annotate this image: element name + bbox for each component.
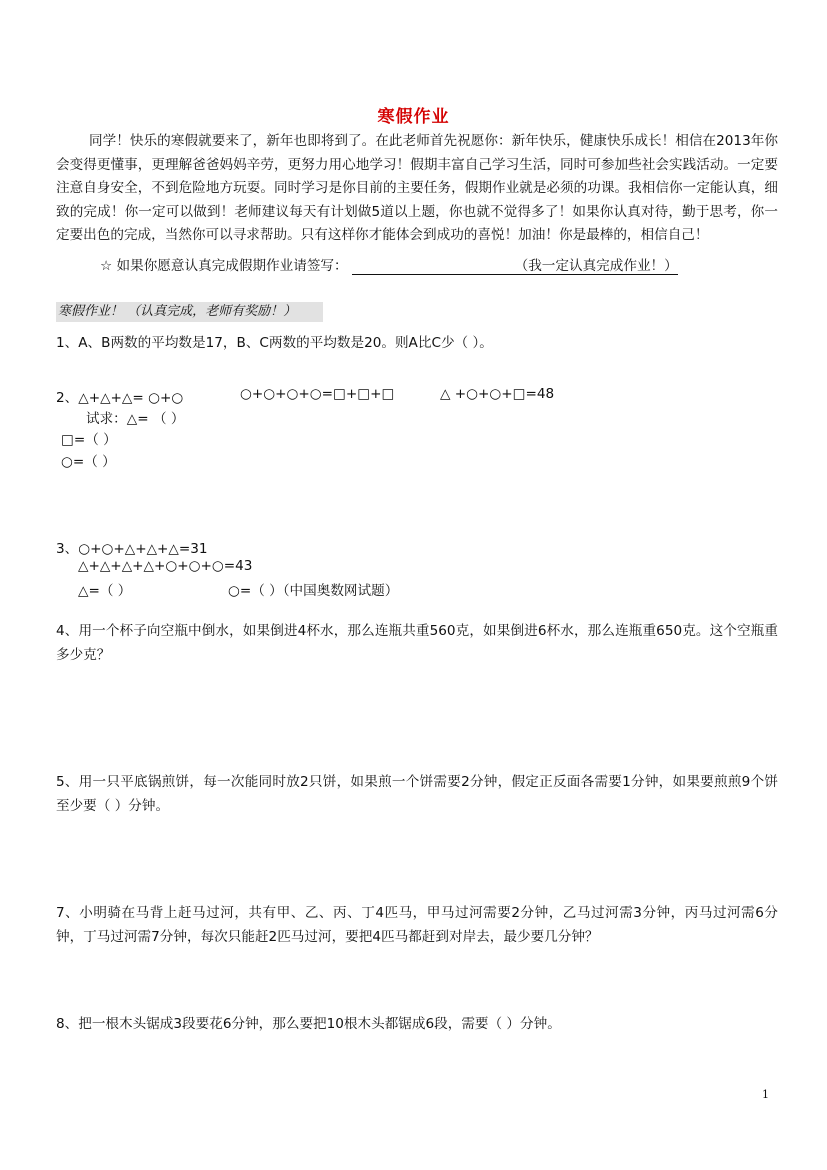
question-3-line-b: △+△+△+△+○+○+○=43 [78, 558, 253, 574]
question-3-line-a: 3、○+○+△+△+△=31 [56, 541, 208, 557]
question-3-answer-circle: ○=（ ）（中国奥数网试题） [228, 583, 399, 599]
question-1: 1、A、B两数的平均数是17，B、C两数的平均数是20。则A比C少（ ）。 [56, 335, 493, 351]
pledge-prefix: ☆ 如果你愿意认真完成假期作业请签写： [100, 258, 348, 274]
signature-blank[interactable] [352, 258, 515, 275]
question-2-part-b: ○+○+○+○=□+□+□ [240, 386, 395, 402]
question-2-try: 试求：△= （ ） [86, 411, 185, 427]
section-header: 寒假作业！ （认真完成，老师有奖励！） [56, 302, 323, 322]
page-number: 1 [762, 1088, 769, 1101]
question-3-answer-triangle: △=（ ） [78, 583, 132, 599]
question-7: 7、小明骑在马背上赶马过河，共有甲、乙、丙、丁4匹马，甲马过河需要2分钟，乙马过河需3分钟，丙马过河需6分钟，丁马过河需7分钟，每次只能赶2匹马过河，要把4匹马都赶到对岸去，最少要几分钟？ [56, 905, 778, 945]
intro-paragraph [56, 130, 778, 248]
pledge-suffix: （我一定认真完成作业！） [514, 258, 678, 274]
question-2-square: □=（ ） [61, 432, 117, 448]
question-2-part-c: △ +○+○+□=48 [440, 386, 555, 402]
page-title: 寒假作业 [377, 107, 450, 127]
question-2-part-a: 2、△+△+△= ○+○ [56, 390, 184, 406]
question-5: 5、用一只平底锅煎饼，每一次能同时放2只饼，如果煎一个饼需要2分钟，假定正反面各需要1分钟，如果要煎煎9个饼至少要（ ）分钟。 [56, 774, 778, 814]
question-2-circle: ○=（ ） [61, 454, 116, 470]
question-4: 4、用一个杯子向空瓶中倒水，如果倒进4杯水，那么连瓶共重560克，如果倒进6杯水，那么连瓶重650克。这个空瓶重多少克？ [56, 623, 778, 663]
intro-text: 同学！快乐的寒假就要来了，新年也即将到了。在此老师首先祝愿你：新年快乐，健康快乐成长！相信在2013年你会变得更懂事，更理解爸爸妈妈辛劳，更努力用心地学习！假期丰富自己学习生活，同时可参加些社会实践活动。一定要注意自身安全，不到危险地方玩耍。同时学习是你目前的主要任务，假期作业就是必须的功课。我相信你一定能认真，细致的完成！你一定可以做到！老师建议每天有计划做5道以上题，你也就不觉得多了！如果你认真对待，勤于思考，你一定要出色的完成，当然你可以寻求帮助。只有这样你才能体会到成功的喜悦！加油！你是最棒的，相信自己！ [56, 133, 778, 243]
pledge-line [100, 254, 678, 275]
question-8: 8、把一根木头锯成3段要花6分钟，那么要把10根木头都锯成6段，需要（ ）分钟。 [56, 1016, 561, 1032]
